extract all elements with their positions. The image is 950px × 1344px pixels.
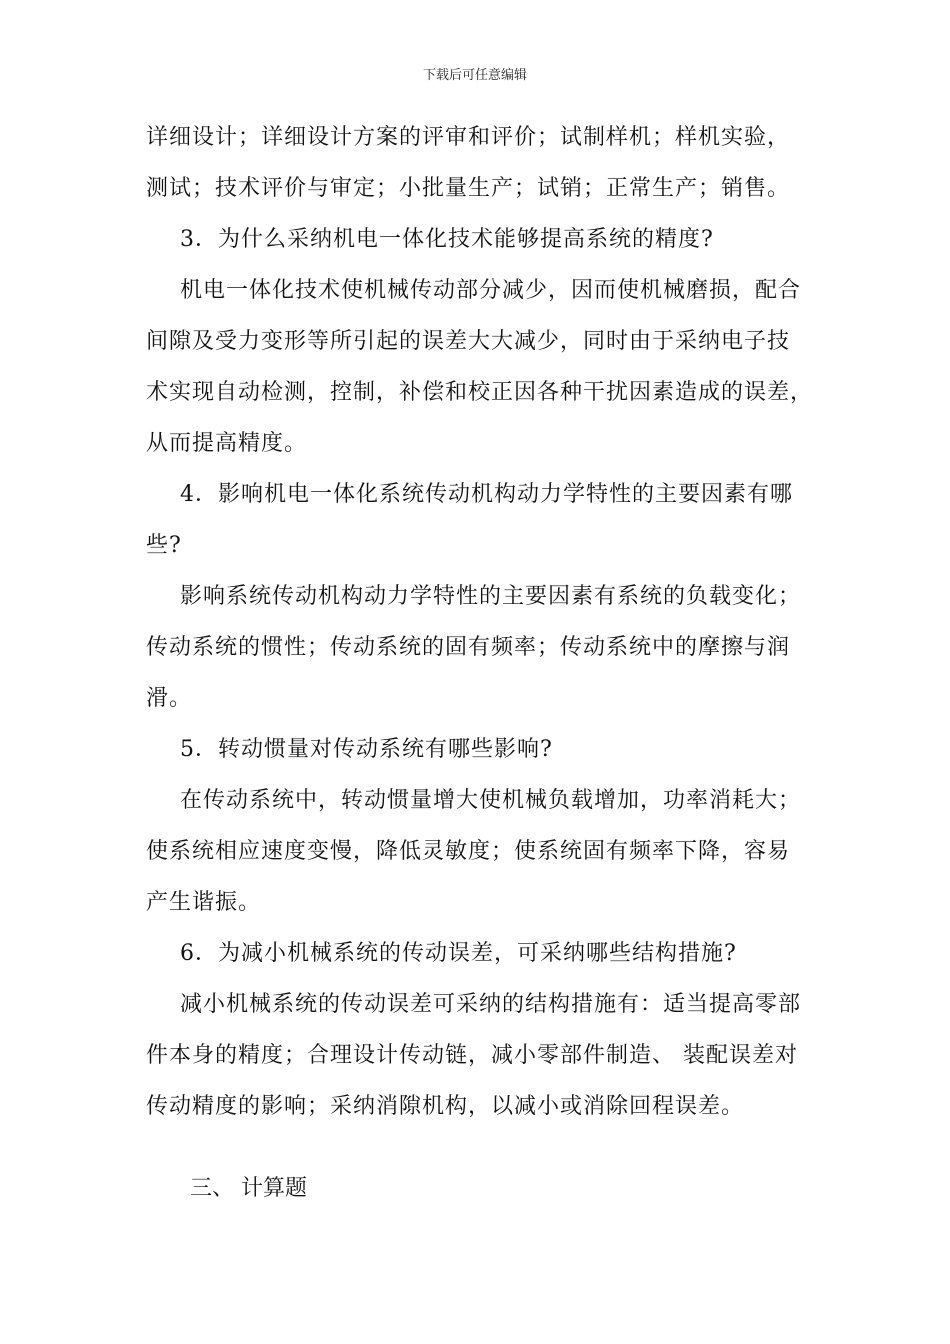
question-3: 3．为什么采纳机电一体化技术能够提高系统的精度? [180,227,714,252]
text-line: 滑。 [146,686,193,711]
question-6: 6．为减小机械系统的传动误差，可采纳哪些结构措施? [180,941,737,966]
text-line: 机电一体化技术使机械传动部分减少，因而使机械磨损，配合 [180,278,802,303]
text-line: 使系统相应速度变慢，降低灵敏度；使系统固有频率下降，容易 [146,839,791,864]
section-heading: 三、 计算题 [190,1176,307,1201]
text-line: 传动系统的惯性；传动系统的固有频率；传动系统中的摩擦与润 [146,635,791,660]
text-line: 件本身的精度；合理设计传动链，减小零部件制造、 装配误差对 [146,1043,798,1068]
text-line: 传动精度的影响；采纳消隙机构，以减小或消除回程误差。 [146,1094,745,1119]
text-line: 从而提高精度。 [146,431,308,456]
text-line: 术实现自动检测，控制，补偿和校正因各种干扰因素造成的误差， [146,380,814,405]
question-4: 4．影响机电一体化系统传动机构动力学特性的主要因素有哪 [180,482,793,507]
text-line: 在传动系统中，转动惯量增大使机械负载增加，功率消耗大； [180,788,802,813]
text-line: 影响系统传动机构动力学特性的主要因素有系统的负载变化； [180,584,802,609]
page-header: 下载后可任意编辑 [422,68,527,83]
question-5: 5．转动惯量对传动系统有哪些影响? [180,737,553,762]
text-line: 产生谐振。 [146,890,262,915]
text-line: 间隙及受力变形等所引起的误差大大减少，同时由于采纳电子技 [146,329,791,354]
text-line: 减小机械系统的传动误差可采纳的结构措施有：适当提高零部 [180,992,802,1017]
text-line: 些? [146,533,182,558]
text-line: 详细设计；详细设计方案的评审和评价；试制样机；样机实验， [146,125,791,150]
text-line: 测试；技术评价与审定；小批量生产；试销；正常生产；销售。 [146,176,791,201]
